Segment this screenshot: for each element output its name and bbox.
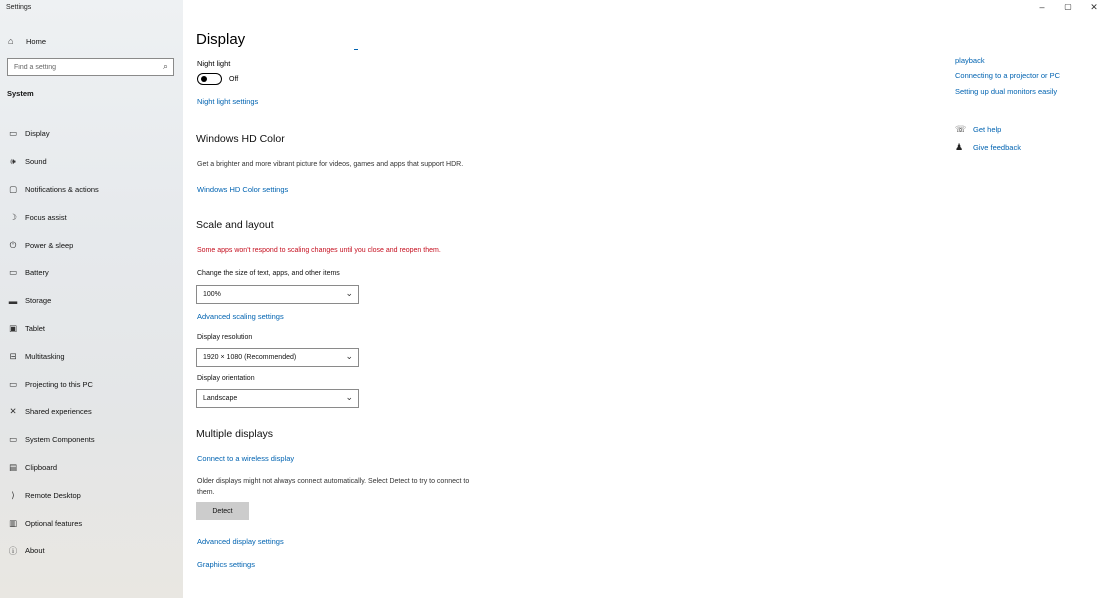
sidebar-item-shared-experiences[interactable] (0, 398, 183, 426)
sidebar-item-label: Battery (25, 268, 49, 278)
sidebar-item-system-components[interactable] (0, 426, 183, 454)
shared-icon: ✕ (9, 406, 17, 417)
resolution-dropdown[interactable] (196, 348, 359, 367)
sidebar-item-display[interactable] (0, 120, 183, 148)
hd-color-settings-link[interactable]: Windows HD Color settings (197, 185, 289, 194)
scaling-warning: Some apps won't respond to scaling changes until you close and reopen them. (197, 247, 441, 254)
scale-size-label: Change the size of text, apps, and other items (197, 270, 340, 277)
tablet-icon: ▣ (8, 322, 18, 333)
toggle-knob (201, 76, 207, 82)
sidebar-section-title: System (7, 89, 34, 98)
sidebar-item-multitasking[interactable] (0, 342, 183, 370)
sidebar-item-label: Clipboard (25, 462, 58, 472)
sidebar-item-label: Tablet (25, 323, 46, 333)
detect-button[interactable]: Detect (196, 502, 249, 520)
sidebar-item-sound[interactable] (0, 148, 183, 176)
night-light-state: Off (229, 76, 239, 83)
search-box[interactable] (7, 58, 174, 76)
sidebar (0, 0, 183, 598)
maximize-button[interactable]: ▢ (1064, 2, 1072, 11)
page-title: Display (196, 31, 246, 48)
sidebar-item-projecting[interactable] (0, 370, 183, 398)
notification-icon: ▢ (8, 183, 18, 194)
help-icon: ☏ (955, 124, 967, 134)
resolution-value: 1920 × 1080 (Recommended) (203, 354, 297, 361)
sidebar-home[interactable] (8, 35, 46, 47)
orientation-dropdown[interactable] (196, 389, 359, 408)
sidebar-item-tablet[interactable] (0, 315, 183, 343)
speaker-icon: 🕪 (10, 156, 16, 167)
sidebar-item-notifications[interactable] (0, 176, 183, 204)
sidebar-home-label: Home (26, 36, 47, 46)
sidebar-item-about[interactable] (0, 537, 183, 565)
sidebar-item-clipboard[interactable] (0, 454, 183, 482)
moon-icon: ☽ (9, 211, 17, 222)
resolution-label: Display resolution (197, 334, 253, 341)
scroll-marker (354, 49, 358, 50)
scale-dropdown[interactable] (196, 285, 359, 304)
components-icon: ▭ (8, 434, 18, 445)
sidebar-item-battery[interactable] (0, 259, 183, 287)
related-link-projector[interactable]: Connecting to a projector or PC (955, 71, 1061, 80)
night-light-settings-link[interactable]: Night light settings (197, 97, 259, 106)
night-light-label: Night light (197, 59, 231, 68)
get-help-link[interactable]: Get help (973, 125, 1002, 134)
projector-icon: ▭ (8, 378, 18, 389)
related-link-dual-monitors[interactable]: Setting up dual monitors easily (955, 87, 1058, 96)
multiple-displays-description: Older displays might not always connect automatically. Select Detect to try to connect to them. (197, 478, 470, 496)
sidebar-item-label: Remote Desktop (25, 490, 81, 500)
orientation-label: Display orientation (197, 375, 255, 382)
scale-value: 100% (203, 291, 221, 298)
sidebar-item-focus-assist[interactable] (0, 203, 183, 231)
sidebar-item-label: About (25, 546, 45, 556)
related-link-playback[interactable]: playback (955, 56, 985, 65)
sidebar-item-remote-desktop[interactable] (0, 481, 183, 509)
advanced-scaling-link[interactable]: Advanced scaling settings (197, 312, 284, 321)
sidebar-item-power-sleep[interactable] (0, 231, 183, 259)
window-title: Settings (6, 4, 32, 11)
advanced-display-link[interactable]: Advanced display settings (197, 537, 284, 546)
multitasking-icon: ⊟ (9, 350, 17, 361)
hd-color-heading: Windows HD Color (196, 133, 285, 145)
sidebar-item-optional-features[interactable] (0, 509, 183, 537)
sidebar-item-label: Focus assist (25, 212, 67, 222)
graphics-settings-link[interactable]: Graphics settings (197, 560, 255, 569)
hd-color-description: Get a brighter and more vibrant picture for videos, games and apps that support HDR. (197, 161, 464, 168)
power-icon: ⏻ (9, 239, 17, 250)
sidebar-item-label: Notifications & actions (25, 184, 99, 194)
sidebar-item-label: System Components (25, 435, 95, 445)
sidebar-item-label: Multitasking (25, 351, 65, 361)
give-feedback-link[interactable]: Give feedback (973, 143, 1021, 152)
sidebar-item-label: Storage (25, 296, 52, 306)
scale-layout-heading: Scale and layout (196, 219, 274, 231)
clipboard-icon: ▤ (8, 461, 18, 472)
orientation-value: Landscape (203, 395, 238, 402)
sidebar-nav (0, 120, 183, 565)
multiple-displays-heading: Multiple displays (196, 428, 274, 440)
main-content (196, 0, 696, 598)
monitor-icon: ▭ (8, 128, 18, 139)
sidebar-item-label: Optional features (25, 518, 83, 528)
sidebar-item-label: Power & sleep (25, 240, 74, 250)
storage-icon: ▬ (8, 295, 18, 306)
optional-features-icon: ▥ (8, 517, 18, 528)
sidebar-item-label: Display (25, 129, 50, 139)
feedback-icon: ♟ (955, 142, 964, 152)
remote-desktop-icon: ⟩ (11, 489, 15, 500)
info-icon: ⓘ (8, 545, 18, 556)
chevron-down-icon: ⌄ (345, 392, 353, 402)
get-help-row[interactable] (955, 124, 1001, 135)
sidebar-item-label: Shared experiences (25, 407, 92, 417)
give-feedback-row[interactable] (955, 142, 1021, 153)
chevron-down-icon: ⌄ (345, 288, 353, 298)
search-icon[interactable]: ⌕ (162, 61, 168, 71)
chevron-down-icon: ⌄ (345, 351, 353, 361)
close-button[interactable]: ✕ (1090, 2, 1098, 12)
battery-icon: ▭ (8, 267, 18, 278)
minimize-button[interactable]: – (1039, 2, 1045, 12)
wireless-display-link[interactable]: Connect to a wireless display (197, 454, 295, 463)
search-input[interactable] (14, 62, 154, 73)
sidebar-item-label: Sound (25, 157, 47, 167)
sidebar-item-label: Projecting to this PC (25, 379, 93, 389)
home-icon: ⌂ (8, 36, 14, 46)
sidebar-item-storage[interactable] (0, 287, 183, 315)
night-light-toggle[interactable] (197, 73, 222, 85)
